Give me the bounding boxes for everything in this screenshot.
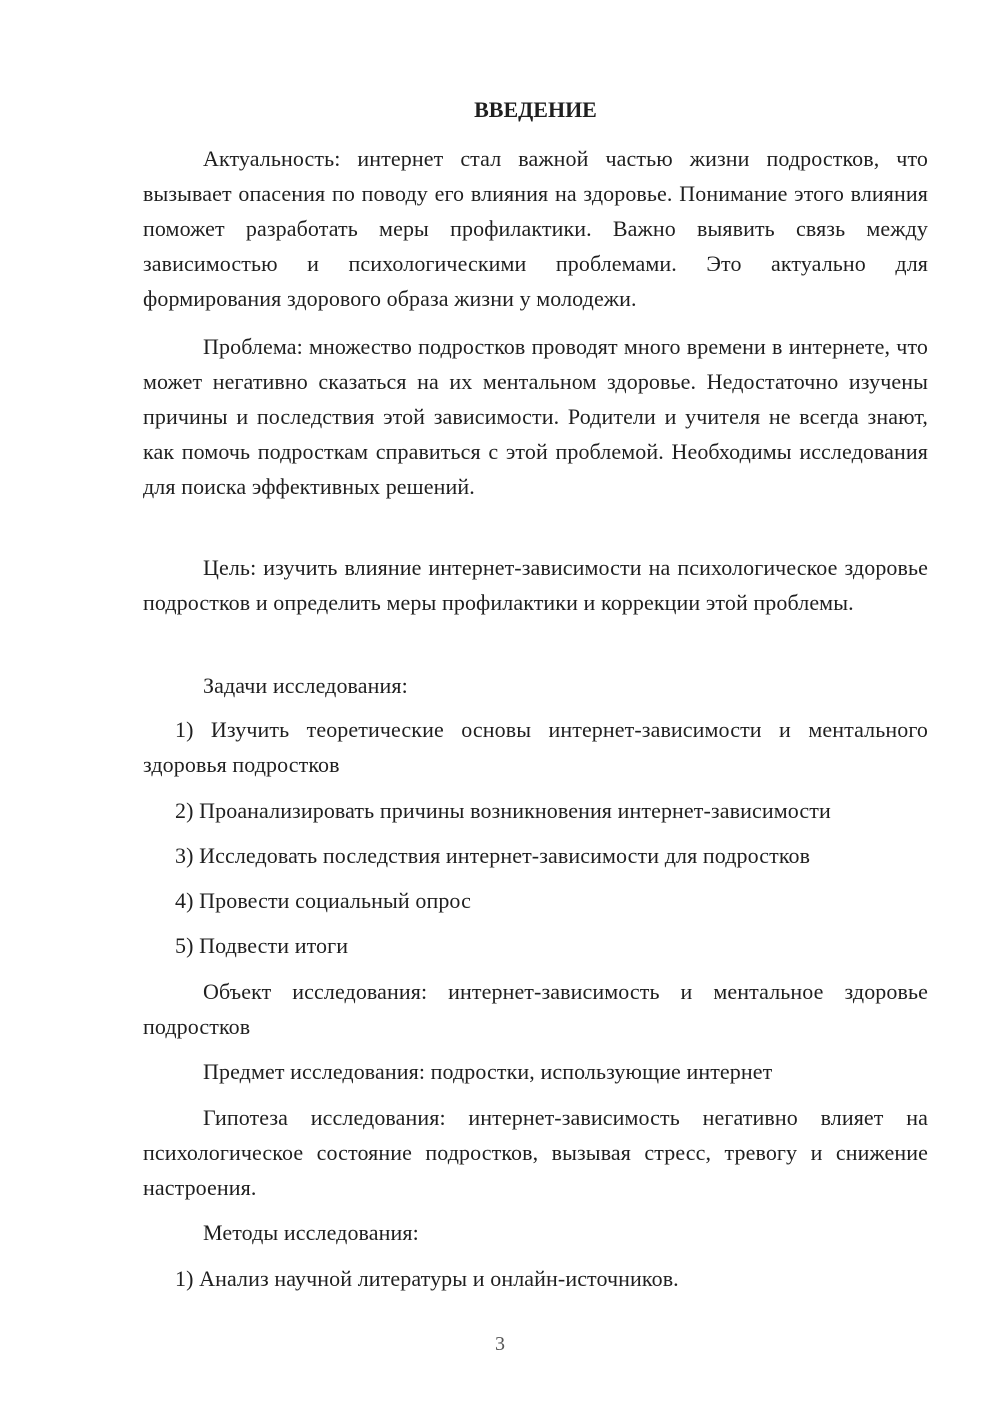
- task-item-2: 2) Проанализировать причины возникновения интернет-зависимости: [175, 798, 831, 823]
- task-item-4: 4) Провести социальный опрос: [175, 888, 471, 913]
- subject-paragraph: Предмет исследования: подростки, использующие интернет: [203, 1059, 773, 1084]
- object-paragraph: Объект исследования: интернет-зависимость и ментальное здоровье подростков: [143, 979, 928, 1039]
- hypothesis-paragraph: Гипотеза исследования: интернет-зависимость негативно влияет на психологическое состояние подростков, вызывая стресс, тревогу и снижение настроения.: [143, 1105, 928, 1200]
- methods-heading: Методы исследования:: [203, 1220, 419, 1245]
- page-number: 3: [495, 1333, 505, 1355]
- task-item-1: 1) Изучить теоретические основы интернет-зависимости и ментального здоровья подростков: [143, 717, 928, 777]
- page-title: ВВЕДЕНИЕ: [474, 97, 597, 122]
- goal-paragraph: Цель: изучить влияние интернет-зависимости на психологическое здоровье подростков и определить меры профилактики и коррекции этой проблемы.: [143, 555, 928, 615]
- problem-paragraph: Проблема: множество подростков проводят много времени в интернете, что может негативно сказаться на их ментальном здоровье. Недостаточно изучены причины и последствия этой зависимости. Родители и учителя не всегда знают, как помочь подросткам справиться с этой проблемой. Необходимы исследования для поиска эффективных решений.: [143, 334, 928, 499]
- method-item-1: 1) Анализ научной литературы и онлайн-источников.: [175, 1266, 679, 1291]
- task-item-5: 5) Подвести итоги: [175, 933, 349, 958]
- task-item-3: 3) Исследовать последствия интернет-зависимости для подростков: [175, 843, 811, 868]
- relevance-paragraph: Актуальность: интернет стал важной частью жизни подростков, что вызывает опасения по поводу его влияния на здоровье. Понимание этого влияния поможет разработать меры профилактики. Важно выявить связь между зависимостью и психологическими проблемами. Это актуально для формирования здорового образа жизни у молодежи.: [143, 146, 928, 311]
- tasks-heading: Задачи исследования:: [203, 673, 408, 698]
